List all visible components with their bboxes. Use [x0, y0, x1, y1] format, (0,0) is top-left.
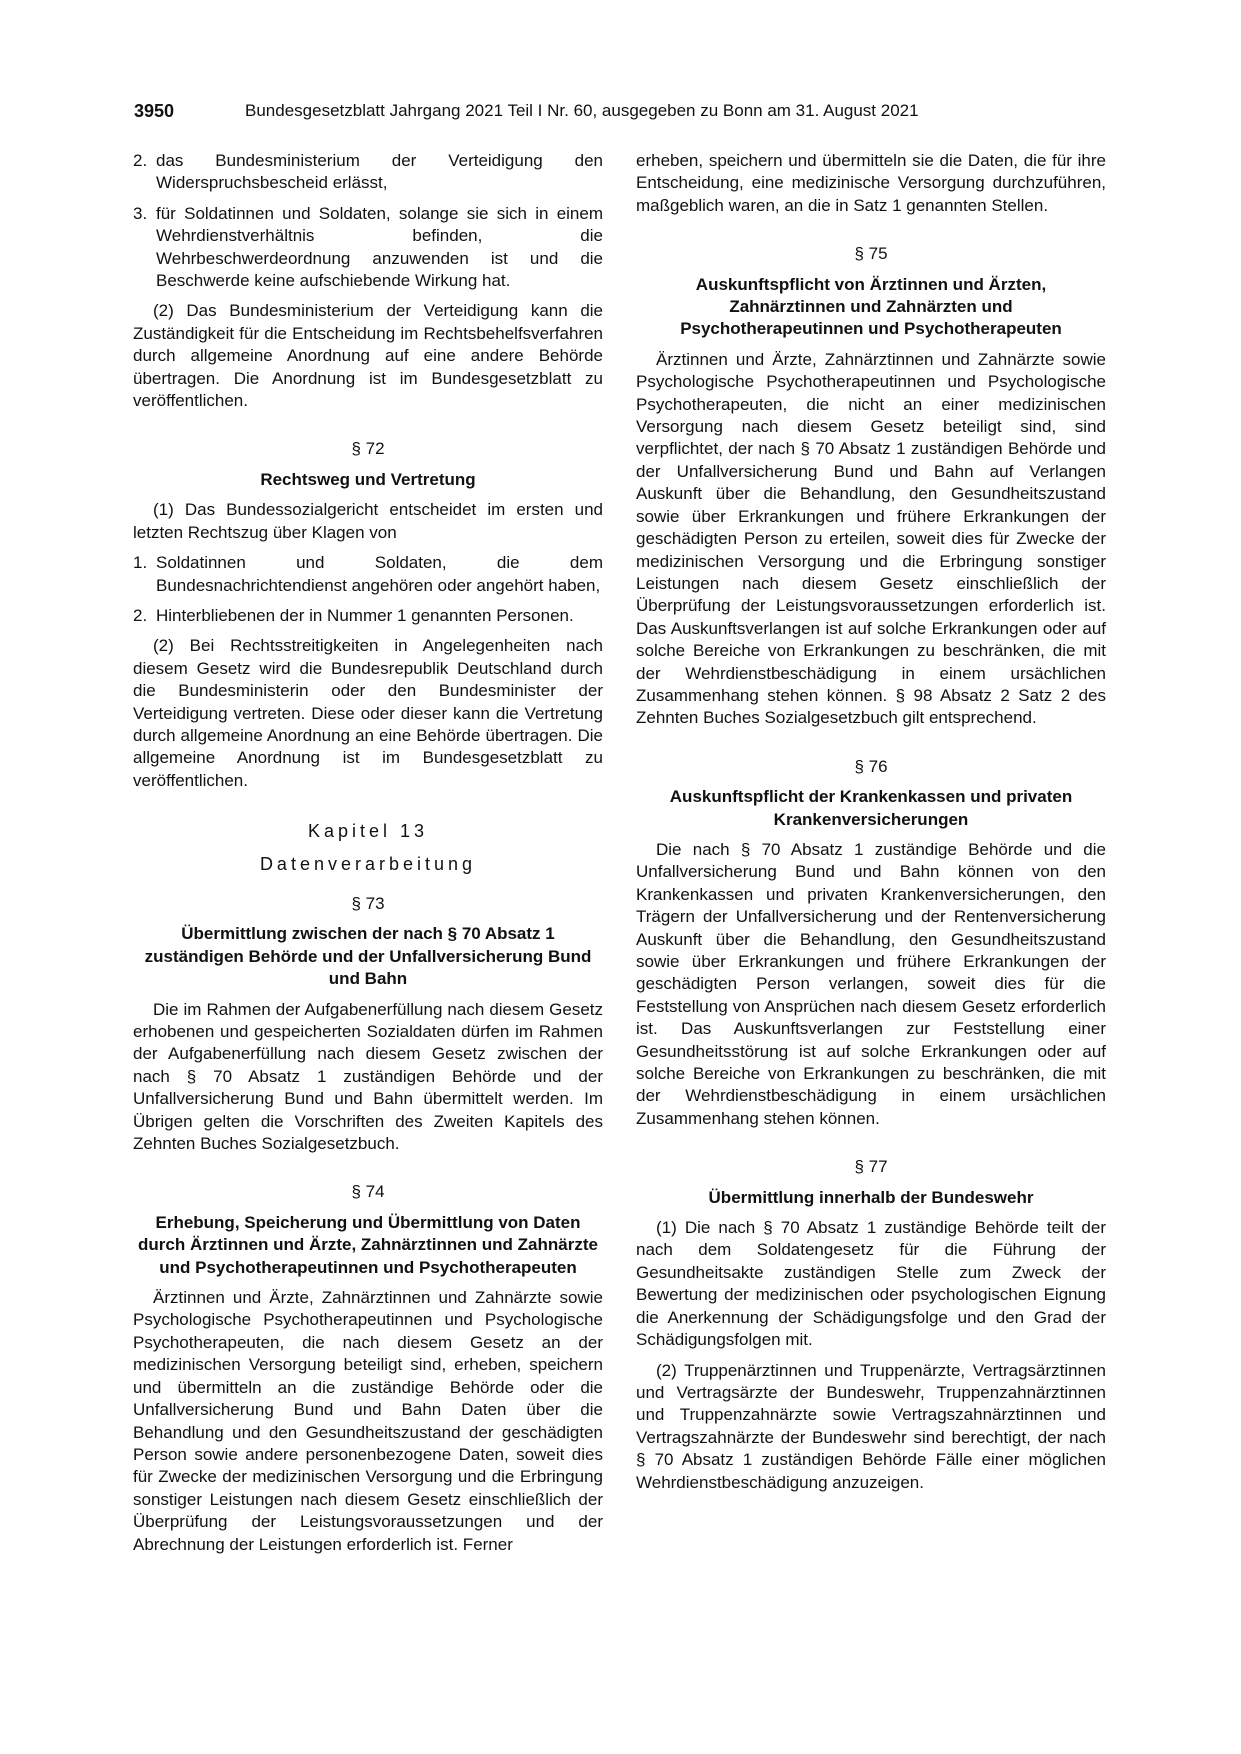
paragraph: (2) Bei Rechtsstreitigkeiten in Angelegenheiten nach diesem Gesetz wird die Bundesrepublik Deutschland durch die Bundesministerin oder den Bundesminister der Verteidigung vertreten. Diese oder dieser kann die Vertretung durch allgemeine Anordnung an eine Behörde übertragen. Die allgemeine Anordnung ist im Bundesgesetzblatt zu veröffentlichen. — [133, 636, 603, 790]
paragraph: Ärztinnen und Ärzte, Zahnärztinnen und Zahnärzte sowie Psychologische Psychotherapeutinnen und Psychologische Psychotherapeuten, die nach diesem Gesetz an der medizinischen Versorgung beteiligt sind, erheben, speichern und übermitteln an die zuständige Behörde oder die Unfallversicherung Bund und Bahn Daten über die Behandlung und den Gesundheitszustand der geschädigten Person sowie andere personenbezogene Daten, soweit dies für Zwecke der medizinischen Versorgung und die Erbringung sonstiger Leistungen nach diesem Gesetz einschließlich der Überprüfung der Leistungsvoraussetzungen und der Abrechnung der Leistungen erforderlich ist. Ferner — [133, 1288, 603, 1554]
list-item — [133, 203, 603, 293]
list-number: 1. — [133, 553, 148, 573]
section-number: § 74 — [351, 1182, 385, 1202]
running-title: Bundesgesetzblatt Jahrgang 2021 Teil I Nr. 60, ausgegeben zu Bonn am 31. August 2021 — [245, 101, 919, 120]
paragraph: Die nach § 70 Absatz 1 zuständige Behörde und die Unfallversicherung Bund und Bahn können von den Krankenkassen und privaten Krankenversicherungen, den Trägern der Unfallversicherung und der Rentenversicherung Auskunft über die Behandlung, den Gesundheitszustand sowie über Erkrankungen und frühere Erkrankungen der geschädigten Person verlangen, soweit dies für die Feststellung von Ansprüchen nach diesem Gesetz erforderlich ist. Das Auskunftsverlangen zur Feststellung einer Gesundheitsstörung ist auf solche Erkrankungen oder auf solche Bereiche von Erkrankungen zu beschränken, die mit der Wehrdienstbeschädigung in einem ursächlichen Zusammenhang stehen können. — [636, 839, 1106, 1128]
page-number: 3950 — [134, 101, 175, 121]
section-title: Übermittlung zwischen der nach § 70 Absatz 1 zuständigen Behörde und der Unfallversicherung Bund und Bahn — [144, 924, 592, 989]
section-number: § 75 — [854, 244, 888, 264]
list-text: Hinterbliebenen der in Nummer 1 genannten Personen. — [156, 605, 574, 625]
left-column — [133, 150, 603, 1564]
section-number: § 73 — [351, 893, 385, 913]
paragraph: (2) Truppenärztinnen und Truppenärzte, Vertragsärztinnen und Vertragsärzte der Bundeswehr, Truppenzahnärztinnen und Truppenzahnärzte sowie Vertragszahnärztinnen und Vertragszahnärzte der Bundeswehr sind berechtigt, der nach § 70 Absatz 1 zuständigen Behörde Fälle einer möglichen Wehrdienstbeschädigung anzuzeigen. — [636, 1360, 1106, 1492]
section-title: Rechtsweg und Vertretung — [260, 469, 476, 489]
list-item — [133, 605, 603, 627]
paragraph: Die im Rahmen der Aufgabenerfüllung nach diesem Gesetz erhobenen und gespeicherten Sozialdaten dürfen im Rahmen der Aufgabenerfüllung nach diesem Gesetz zwischen der nach § 70 Absatz 1 zuständigen Behörde und der Unfallversicherung Bund und Bahn übermittelt werden. Im Übrigen gelten die Vorschriften des Zweiten Kapitels des Zehnten Buches Sozialgesetzbuch. — [133, 999, 603, 1154]
section-title: Auskunftspflicht von Ärztinnen und Ärzten, Zahnärztinnen und Zahnärzten und Psychotherapeutinnen und Psychotherapeuten — [680, 274, 1062, 339]
list-text: Soldatinnen und Soldaten, die dem Bundesnachrichtendienst angehören oder angehört haben, — [156, 553, 603, 595]
paragraph: (2) Das Bundesministerium der Verteidigung kann die Zuständigkeit für die Entscheidung im Rechtsbehelfsverfahren durch allgemeine Anordnung auf eine andere Behörde übertragen. Die Anordnung ist im Bundesgesetzblatt zu veröffentlichen. — [133, 301, 603, 411]
section-number: § 76 — [854, 756, 888, 776]
section-title: Erhebung, Speicherung und Übermittlung von Daten durch Ärztinnen und Ärzte, Zahnärztinnen und Zahnärzte und Psychotherapeutinnen und Psychotherapeuten — [138, 1212, 598, 1277]
list-number: 3. — [133, 203, 148, 223]
chapter-title: Datenverarbeitung — [259, 853, 477, 874]
section-title: Auskunftspflicht der Krankenkassen und privaten Krankenversicherungen — [669, 787, 1073, 829]
chapter-label: Kapitel 13 — [307, 821, 429, 842]
list-text: das Bundesministerium der Verteidigung den Widerspruchsbescheid erlässt, — [156, 151, 603, 193]
paragraph: (1) Das Bundessozialgericht entscheidet im ersten und letzten Rechtszug über Klagen von — [133, 500, 603, 542]
list-number: 2. — [133, 605, 148, 625]
page-header — [134, 100, 1108, 122]
right-column — [636, 150, 1106, 1502]
list-number: 2. — [133, 151, 148, 170]
list-item — [133, 150, 603, 195]
section-number: § 77 — [854, 1157, 888, 1177]
paragraph: erheben, speichern und übermitteln sie die Daten, die für ihre Entscheidung, eine medizinische Versorgung durchzuführen, maßgeblich waren, an die in Satz 1 genannten Stellen. — [636, 151, 1106, 215]
paragraph: Ärztinnen und Ärzte, Zahnärztinnen und Zahnärzte sowie Psychologische Psychotherapeutinnen und Psychologische Psychotherapeuten, die nicht an einer medizinischen Versorgung nach diesem Gesetz beteiligt sind, sind verpflichtet, der nach § 70 Absatz 1 zuständigen Behörde und der Unfallversicherung Bund und Bahn auf Verlangen Auskunft über die Behandlung, den Gesundheitszustand sowie über Erkrankungen und frühere Erkrankungen der geschädigten Person zu erteilen, soweit dies für Zwecke der medizinischen Versorgung und die Erbringung sonstiger Leistungen nach diesem Gesetz einschließlich der Überprüfung der Leistungsvoraussetzungen erforderlich ist. Das Auskunftsverlangen ist auf solche Erkrankungen oder auf solche Bereiche von Erkrankungen zu beschränken, die mit der Wehrdienstbeschädigung in einem ursächlichen Zusammenhang stehen können. § 98 Absatz 2 Satz 2 des Zehnten Buches Sozialgesetzbuch gilt entsprechend. — [636, 349, 1106, 728]
list-item — [133, 552, 603, 597]
list-text: für Soldatinnen und Soldaten, solange sie sich in einem Wehrdienstverhältnis befinden, die Wehrbeschwerdeordnung anzuwenden ist und die Beschwerde keine aufschiebende Wirkung hat. — [156, 203, 603, 291]
section-number: § 72 — [351, 439, 385, 459]
section-title: Übermittlung innerhalb der Bundeswehr — [708, 1187, 1034, 1207]
paragraph: (1) Die nach § 70 Absatz 1 zuständige Behörde teilt der nach dem Soldatengesetz für die Führung der Gesundheitsakte zuständigen Stelle zum Zweck der Bewertung der medizinischen oder psychologischen Eignung die Anerkennung der Schädigungsfolge und den Grad der Schädigungsfolgen mit. — [636, 1218, 1106, 1350]
